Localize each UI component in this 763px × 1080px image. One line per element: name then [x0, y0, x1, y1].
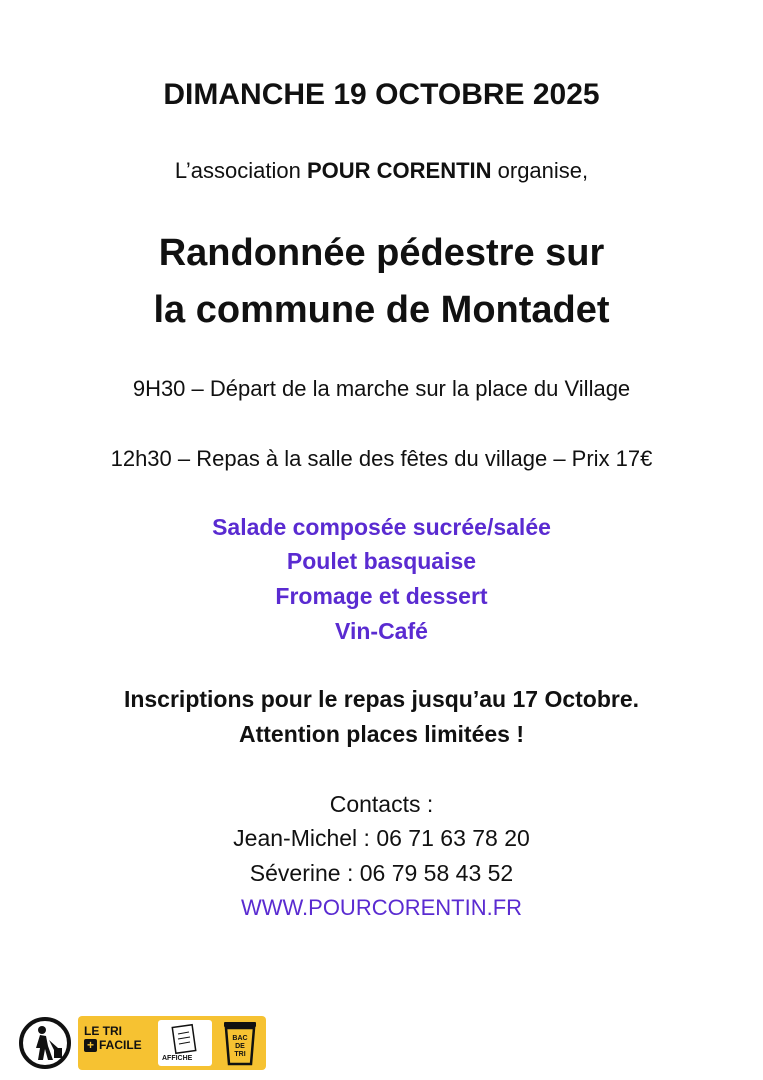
tri-line1: LE TRI — [84, 1024, 122, 1038]
contact-person: Jean-Michel : 06 71 63 78 20 — [233, 825, 530, 851]
menu-item: Poulet basquaise — [286, 548, 477, 574]
tri-line2-row — [84, 1038, 142, 1052]
recycle-person-icon — [18, 1016, 72, 1070]
svg-text:TRI: TRI — [234, 1051, 246, 1058]
svg-text:DE: DE — [235, 1043, 245, 1050]
menu-item: Salade composée sucrée/salée — [212, 514, 551, 540]
website-link[interactable]: WWW.POURCORENTIN.FR — [240, 895, 523, 920]
contact-person: Séverine : 06 79 58 43 52 — [249, 860, 514, 886]
schedule-item: 9H30 – Départ de la marche sur la place du Village — [132, 376, 631, 401]
organizer-name: POUR CORENTIN — [306, 158, 492, 183]
event-date: DIMANCHE 19 OCTOBRE 2025 — [163, 78, 600, 111]
event-title-line2: la commune de Montadet — [153, 289, 610, 331]
svg-text:BAC: BAC — [232, 1035, 248, 1042]
limited-places-notice: Attention places limitées ! — [238, 721, 524, 747]
event-title-line1: Randonnée pédestre sur — [158, 232, 605, 274]
contacts-heading: Contacts : — [329, 791, 434, 817]
plus-icon: + — [84, 1039, 97, 1052]
tri-line2: FACILE — [99, 1038, 142, 1052]
intro-line — [0, 158, 763, 184]
menu-item: Vin-Café — [335, 618, 428, 644]
affiche-label: AFFICHE — [162, 1055, 193, 1062]
schedule-item: 12h30 – Repas à la salle des fêtes du village – Prix 17€ — [110, 446, 653, 471]
menu-item: Fromage et dessert — [275, 583, 488, 609]
tri-facile-text — [84, 1024, 142, 1052]
recycling-bin-icon — [220, 1018, 260, 1068]
intro-suffix: organise, — [491, 158, 589, 183]
registration-notice: Inscriptions pour le repas jusqu’au 17 Octobre. — [123, 686, 640, 712]
intro-prefix: L’association — [174, 158, 307, 183]
